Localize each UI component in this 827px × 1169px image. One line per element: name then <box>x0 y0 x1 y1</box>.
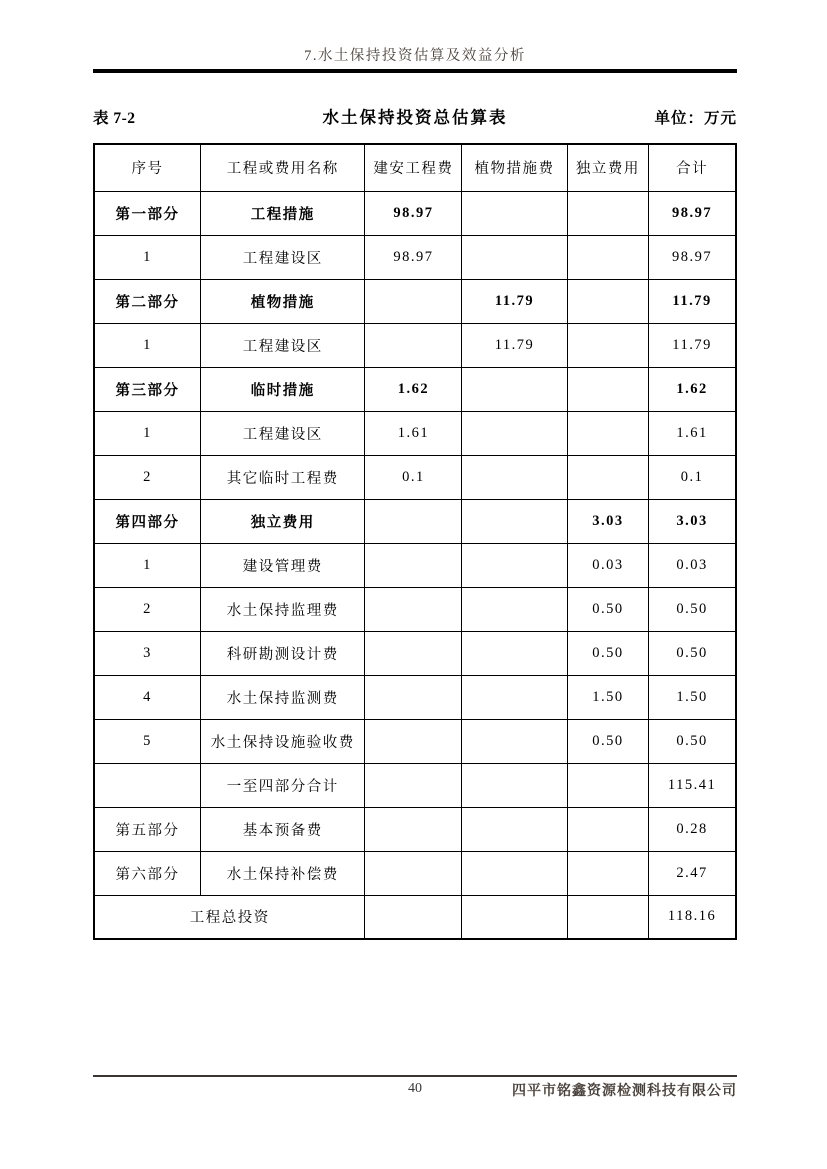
cell-seq: 第五部分 <box>94 807 201 851</box>
cell-name: 工程建设区 <box>201 323 365 367</box>
table-row <box>94 455 736 499</box>
column-header: 建安工程费 <box>365 144 462 191</box>
cell-plant-cost <box>462 587 567 631</box>
cell-independent-cost <box>567 895 649 939</box>
page-number: 40 <box>408 1081 422 1096</box>
table-row <box>94 807 736 851</box>
table-row <box>94 191 736 235</box>
cell-seq: 5 <box>94 719 201 763</box>
cell-seq: 第四部分 <box>94 499 201 543</box>
table-body <box>94 191 736 939</box>
cell-plant-cost <box>462 719 567 763</box>
cell-independent-cost <box>567 191 649 235</box>
cell-seq: 4 <box>94 675 201 719</box>
cell-construction-cost: 1.62 <box>365 367 462 411</box>
table-row <box>94 411 736 455</box>
cell-seq: 3 <box>94 631 201 675</box>
cell-construction-cost <box>365 279 462 323</box>
cell-construction-cost <box>365 763 462 807</box>
cell-name: 科研勘测设计费 <box>201 631 365 675</box>
cell-total: 11.79 <box>649 279 736 323</box>
cell-seq: 第二部分 <box>94 279 201 323</box>
cell-total: 0.03 <box>649 543 736 587</box>
column-header: 植物措施费 <box>462 144 567 191</box>
cell-independent-cost: 0.50 <box>567 631 649 675</box>
cell-name: 一至四部分合计 <box>201 763 365 807</box>
cell-seq: 第一部分 <box>94 191 201 235</box>
cell-total: 1.61 <box>649 411 736 455</box>
column-header: 序号 <box>94 144 201 191</box>
cell-name: 其它临时工程费 <box>201 455 365 499</box>
cell-total: 2.47 <box>649 851 736 895</box>
cell-total: 118.16 <box>649 895 736 939</box>
table-caption-number: 表 7-2 <box>93 110 136 127</box>
cell-construction-cost <box>365 631 462 675</box>
table-row <box>94 851 736 895</box>
cell-construction-cost <box>365 323 462 367</box>
cell-independent-cost <box>567 235 649 279</box>
cell-total: 0.50 <box>649 719 736 763</box>
cell-total: 1.62 <box>649 367 736 411</box>
table-row <box>94 235 736 279</box>
cell-construction-cost <box>365 807 462 851</box>
table-header-row <box>94 144 736 191</box>
cell-plant-cost <box>462 543 567 587</box>
cell-independent-cost: 1.50 <box>567 675 649 719</box>
table-row <box>94 587 736 631</box>
cell-construction-cost: 0.1 <box>365 455 462 499</box>
cell-seq: 1 <box>94 543 201 587</box>
investment-table <box>93 143 737 940</box>
footer-company-name: 四平市铭鑫资源检测科技有限公司 <box>512 1084 737 1099</box>
footer-divider <box>93 1075 737 1077</box>
cell-total: 0.1 <box>649 455 736 499</box>
table-row <box>94 543 736 587</box>
cell-plant-cost <box>462 851 567 895</box>
cell-total: 98.97 <box>649 235 736 279</box>
cell-name: 建设管理费 <box>201 543 365 587</box>
cell-seq: 1 <box>94 411 201 455</box>
cell-total: 11.79 <box>649 323 736 367</box>
cell-total: 0.50 <box>649 587 736 631</box>
cell-name: 水土保持监测费 <box>201 675 365 719</box>
table-row <box>94 719 736 763</box>
cell-independent-cost <box>567 807 649 851</box>
table-header <box>94 144 736 191</box>
table-caption-unit: 单位：万元 <box>654 110 737 127</box>
cell-construction-cost <box>365 895 462 939</box>
cell-construction-cost <box>365 851 462 895</box>
cell-construction-cost <box>365 719 462 763</box>
cell-name: 工程建设区 <box>201 235 365 279</box>
table-row <box>94 763 736 807</box>
cell-seq <box>94 763 201 807</box>
cell-name: 基本预备费 <box>201 807 365 851</box>
page-header-title: 7.水土保持投资估算及效益分析 <box>304 48 526 64</box>
cell-construction-cost <box>365 499 462 543</box>
table-row <box>94 631 736 675</box>
cell-total: 1.50 <box>649 675 736 719</box>
table-row <box>94 499 736 543</box>
table-row <box>94 323 736 367</box>
column-header: 独立费用 <box>567 144 649 191</box>
cell-seq: 2 <box>94 587 201 631</box>
cell-total: 0.28 <box>649 807 736 851</box>
cell-name: 工程措施 <box>201 191 365 235</box>
cell-name: 水土保持监理费 <box>201 587 365 631</box>
cell-plant-cost: 11.79 <box>462 279 567 323</box>
cell-construction-cost <box>365 675 462 719</box>
cell-plant-cost <box>462 631 567 675</box>
cell-name: 水土保持补偿费 <box>201 851 365 895</box>
cell-seq: 第三部分 <box>94 367 201 411</box>
cell-construction-cost <box>365 587 462 631</box>
cell-plant-cost <box>462 191 567 235</box>
cell-seq: 1 <box>94 235 201 279</box>
cell-plant-cost <box>462 411 567 455</box>
cell-name: 水土保持设施验收费 <box>201 719 365 763</box>
table-caption <box>93 104 737 128</box>
cell-independent-cost <box>567 455 649 499</box>
column-header: 工程或费用名称 <box>201 144 365 191</box>
cell-name: 独立费用 <box>201 499 365 543</box>
cell-seq: 第六部分 <box>94 851 201 895</box>
cell-independent-cost <box>567 763 649 807</box>
cell-independent-cost: 3.03 <box>567 499 649 543</box>
table-row <box>94 675 736 719</box>
cell-plant-cost <box>462 367 567 411</box>
cell-independent-cost <box>567 367 649 411</box>
table-caption-title: 水土保持投资总估算表 <box>322 108 508 127</box>
column-header: 合计 <box>649 144 736 191</box>
cell-name: 工程建设区 <box>201 411 365 455</box>
cell-independent-cost <box>567 851 649 895</box>
cell-independent-cost: 0.50 <box>567 719 649 763</box>
cell-construction-cost: 98.97 <box>365 191 462 235</box>
header-divider <box>93 69 737 73</box>
cell-total: 0.50 <box>649 631 736 675</box>
cell-independent-cost: 0.03 <box>567 543 649 587</box>
cell-plant-cost <box>462 675 567 719</box>
cell-plant-cost <box>462 455 567 499</box>
cell-plant-cost <box>462 499 567 543</box>
cell-independent-cost: 0.50 <box>567 587 649 631</box>
cell-plant-cost <box>462 895 567 939</box>
cell-name: 植物措施 <box>201 279 365 323</box>
cell-total: 98.97 <box>649 191 736 235</box>
table-row <box>94 895 736 939</box>
cell-seq: 2 <box>94 455 201 499</box>
cell-seq: 1 <box>94 323 201 367</box>
cell-plant-cost <box>462 807 567 851</box>
cell-plant-cost: 11.79 <box>462 323 567 367</box>
table-row <box>94 367 736 411</box>
cell-construction-cost: 98.97 <box>365 235 462 279</box>
cell-total: 115.41 <box>649 763 736 807</box>
cell-name: 临时措施 <box>201 367 365 411</box>
cell-independent-cost <box>567 279 649 323</box>
cell-independent-cost <box>567 323 649 367</box>
cell-construction-cost: 1.61 <box>365 411 462 455</box>
cell-independent-cost <box>567 411 649 455</box>
cell-plant-cost <box>462 235 567 279</box>
cell-plant-cost <box>462 763 567 807</box>
cell-total: 3.03 <box>649 499 736 543</box>
cell-construction-cost <box>365 543 462 587</box>
cell-merged-total-label: 工程总投资 <box>94 895 365 939</box>
table-row <box>94 279 736 323</box>
